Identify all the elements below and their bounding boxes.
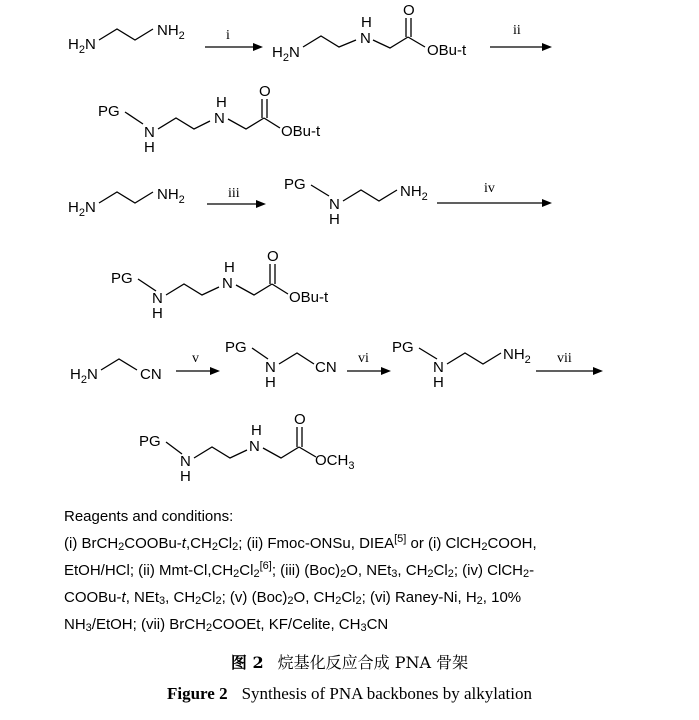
step-label-ii: ii: [513, 23, 521, 38]
atom-label-h: H: [265, 374, 276, 391]
atom-label-carbonyl-o: O: [267, 248, 279, 265]
atom-label-n2: N: [214, 110, 225, 127]
figure-label-english: Figure 2: [166, 684, 228, 703]
molecule-ethylenediamine-1: [68, 22, 185, 56]
atom-label-n2-h: H: [216, 94, 227, 111]
molecule-pg-backbone-methyl: [139, 411, 354, 485]
atom-label-pg: PG: [139, 433, 161, 450]
atom-label-carbonyl-o: O: [294, 411, 306, 428]
atom-label-nh2: $NH_2$: [157, 22, 185, 42]
reaction-arrow-ii: [490, 23, 552, 51]
reaction-arrow-iv: [437, 181, 552, 207]
atom-label-cn: CN: [315, 359, 337, 376]
atom-label-n1: N: [152, 290, 163, 307]
atom-label-h1: H: [180, 468, 191, 485]
reagents-and-conditions: [64, 503, 664, 638]
atom-label-ester: OBu-t: [289, 289, 329, 306]
atom-label-n2: N: [222, 275, 233, 292]
reaction-arrow-i: [205, 28, 263, 51]
atom-label-nh-n: N: [360, 30, 371, 47]
atom-label-pg: PG: [111, 270, 133, 287]
atom-label-n2-h: H: [251, 422, 262, 439]
conditions-line-4: $NH_3$/EtOH; (vii) BrCH$_2$COOEt, KF/Celite, $CH_3CN$: [64, 616, 389, 634]
molecule-ethylenediamine-2: [68, 186, 185, 219]
molecule-pg-backbone-tbu-2: [111, 248, 329, 322]
atom-label-ester: $OCH_3$: [315, 452, 355, 472]
atom-label-n2: N: [249, 438, 260, 455]
molecule-aminoacetonitrile: [70, 359, 162, 386]
atom-label-pg: PG: [392, 339, 414, 356]
atom-label-ester: OBu-t: [281, 123, 321, 140]
figure-caption-chinese: [0, 650, 699, 673]
figure-caption-english: [0, 684, 699, 704]
atom-label-pg: PG: [225, 339, 247, 356]
reaction-arrow-iii: [207, 186, 266, 208]
conditions-line-1: (i) $BrCH_2COOBu-t,CH_2Cl_2$; (ii) Fmoc-ONSu, DIEA[5] or (i) ClCH$_2$COOH,: [64, 533, 537, 553]
atom-label-nh2: $NH_2$: [400, 183, 428, 203]
atom-label-h2n: $H_2N$: [68, 36, 96, 56]
molecule-pg-diamine-2: [392, 339, 531, 391]
step-label-vii: vii: [557, 351, 572, 366]
reaction-arrow-vii: [536, 351, 603, 375]
molecule-pg-backbone-tbu-1: [98, 83, 321, 156]
atom-label-h: H: [329, 211, 340, 228]
atom-label-pg: PG: [98, 103, 120, 120]
step-label-v: v: [192, 351, 199, 366]
atom-label-carbonyl-o: O: [259, 83, 271, 100]
atom-label-n: N: [265, 359, 276, 376]
step-label-i: i: [226, 28, 230, 43]
atom-label-n: N: [433, 359, 444, 376]
reaction-arrow-v: [176, 351, 220, 375]
atom-label-n2-h: H: [224, 259, 235, 276]
molecule-pg-diamine: [284, 176, 428, 228]
conditions-line-3: COOBu-t, NEt$_3$, $CH_2Cl_2$; (v) $(Boc)_2O$, $CH_2Cl_2$; (vi) Raney-Ni, $H_2$, 10%: [64, 589, 522, 607]
atom-label-pg: PG: [284, 176, 306, 193]
atom-label-ester: OBu-t: [427, 42, 467, 59]
atom-label-h2n: $H_2N$: [272, 44, 300, 64]
atom-label-n1: N: [180, 453, 191, 470]
atom-label-h1: H: [144, 139, 155, 156]
atom-label-h1: H: [152, 305, 163, 322]
conditions-line-2: EtOH/HCl; (ii) Mmt-$Cl,CH_2Cl_2[6]$; (iii) $(Boc)_2O$, NEt$_3$, $CH_2Cl_2$; (iv) ClCH$_2$-: [64, 560, 535, 580]
figure-label-chinese: 图 2: [230, 653, 264, 672]
conditions-heading: Reagents and conditions:: [64, 508, 234, 525]
figure-title-english: Synthesis of PNA backbones by alkylation: [241, 684, 532, 703]
atom-label-nh-h: H: [361, 14, 372, 31]
step-label-iv: iv: [484, 181, 495, 196]
figure-title-chinese: 烷基化反应合成 PNA 骨架: [277, 653, 469, 672]
atom-label-h2n: $H_2N$: [70, 366, 98, 386]
atom-label-carbonyl-o: O: [403, 2, 415, 19]
molecule-pg-aminoacetonitrile: [225, 339, 337, 391]
atom-label-h2n: $H_2N$: [68, 199, 96, 219]
atom-label-n1: N: [144, 124, 155, 141]
atom-label-n: N: [329, 196, 340, 213]
atom-label-nh2: $NH_2$: [503, 346, 531, 366]
atom-label-cn: CN: [140, 366, 162, 383]
step-label-iii: iii: [228, 186, 240, 201]
step-label-vi: vi: [358, 351, 369, 366]
atom-label-h: H: [433, 374, 444, 391]
molecule-amine-tbu-ester: [272, 2, 467, 64]
reaction-arrow-vi: [347, 351, 391, 375]
atom-label-nh2: $NH_2$: [157, 186, 185, 206]
